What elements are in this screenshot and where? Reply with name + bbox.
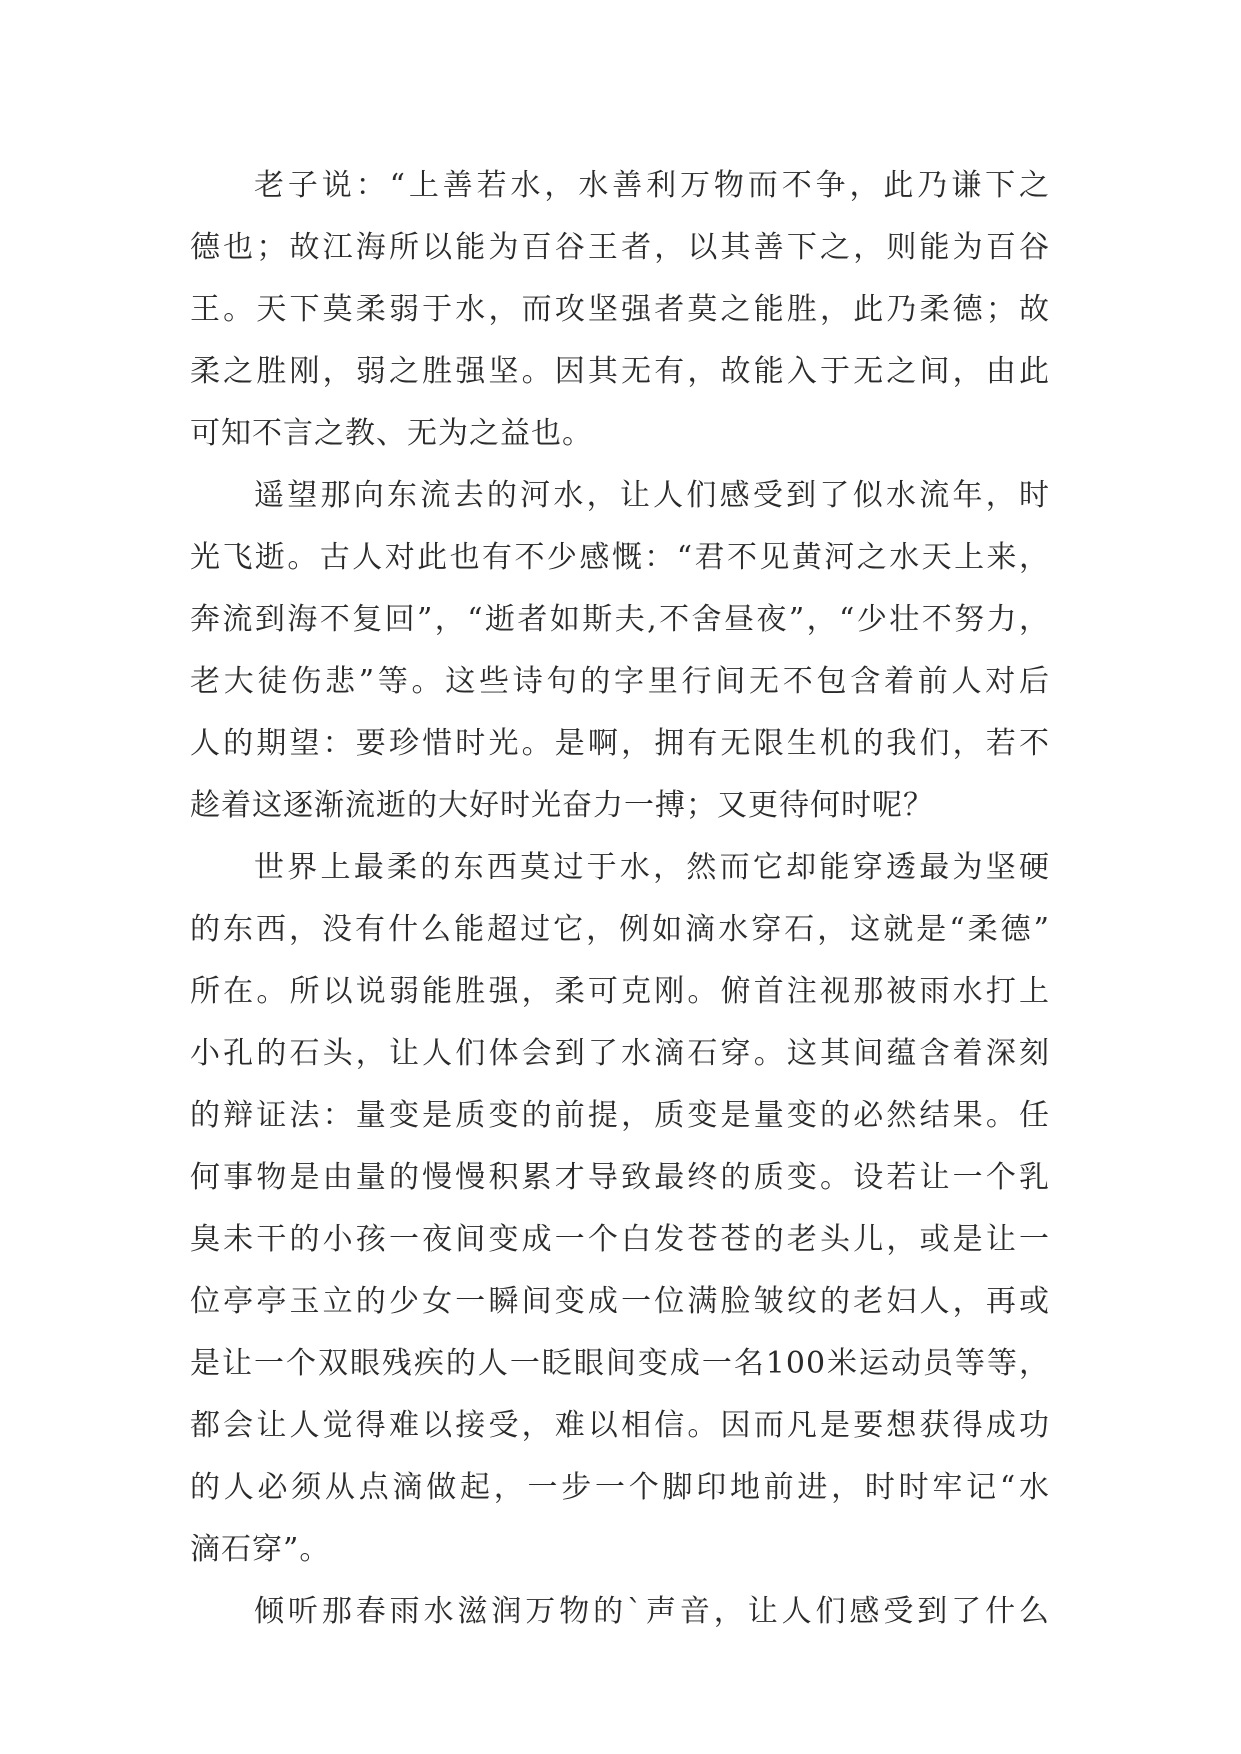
text-line: 老大徒伤悲”等。这些诗句的字里行间无不包含着前人对后 — [190, 664, 1050, 699]
text-line: 臭未干的小孩一夜间变成一个白发苍苍的老头儿，或是让一 — [190, 1222, 1050, 1257]
document-body — [190, 155, 1050, 1643]
text-line: 光飞逝。古人对此也有不少感慨：“君不见黄河之水天上来， — [190, 540, 1050, 575]
text-line: 小孔的石头，让人们体会到了水滴石穿。这其间蕴含着深刻 — [190, 1036, 1050, 1071]
text-line: 遥望那向东流去的河水，让人们感受到了似水流年，时 — [254, 478, 1050, 513]
text-line: 的辩证法：量变是质变的前提，质变是量变的必然结果。任 — [190, 1098, 1050, 1133]
text-line: 倾听那春雨水滋润万物的`声音，让人们感受到了什么 — [254, 1594, 1050, 1629]
text-line: 柔之胜刚，弱之胜强坚。因其无有，故能入于无之间，由此 — [190, 354, 1050, 389]
text-line: 王。天下莫柔弱于水，而攻坚强者莫之能胜，此乃柔德；故 — [190, 292, 1050, 327]
text-line: 位亭亭玉立的少女一瞬间变成一位满脸皱纹的老妇人，再或 — [190, 1284, 1050, 1319]
text-line: 的东西，没有什么能超过它，例如滴水穿石，这就是“柔德” — [190, 912, 1050, 947]
text-line: 都会让人觉得难以接受，难以相信。因而凡是要想获得成功 — [190, 1408, 1050, 1443]
text-line: 是让一个双眼残疾的人一眨眼间变成一名100米运动员等等， — [190, 1346, 1050, 1381]
text-line: 老子说：“上善若水，水善利万物而不争，此乃谦下之 — [254, 168, 1050, 203]
text-line: 可知不言之教、无为之益也。 — [190, 416, 593, 451]
paragraph-1 — [190, 155, 1050, 465]
text-line: 所在。所以说弱能胜强，柔可克刚。俯首注视那被雨水打上 — [190, 974, 1050, 1009]
text-line: 奔流到海不复回”，“逝者如斯夫,不舍昼夜”，“少壮不努力， — [190, 602, 1050, 637]
text-line: 趁着这逐渐流逝的大好时光奋力一搏；又更待何时呢？ — [190, 788, 934, 823]
paragraph-2 — [190, 465, 1050, 837]
text-line: 何事物是由量的慢慢积累才导致最终的质变。设若让一个乳 — [190, 1160, 1050, 1195]
text-line: 人的期望：要珍惜时光。是啊，拥有无限生机的我们，若不 — [190, 726, 1050, 761]
text-line: 世界上最柔的东西莫过于水，然而它却能穿透最为坚硬 — [254, 850, 1050, 885]
text-line: 的人必须从点滴做起，一步一个脚印地前进，时时牢记“水 — [190, 1470, 1050, 1505]
text-line: 滴石穿”。 — [190, 1532, 331, 1567]
paragraph-3 — [190, 837, 1050, 1581]
text-line: 德也；故江海所以能为百谷王者，以其善下之，则能为百谷 — [190, 230, 1050, 265]
paragraph-4 — [190, 1581, 1050, 1643]
